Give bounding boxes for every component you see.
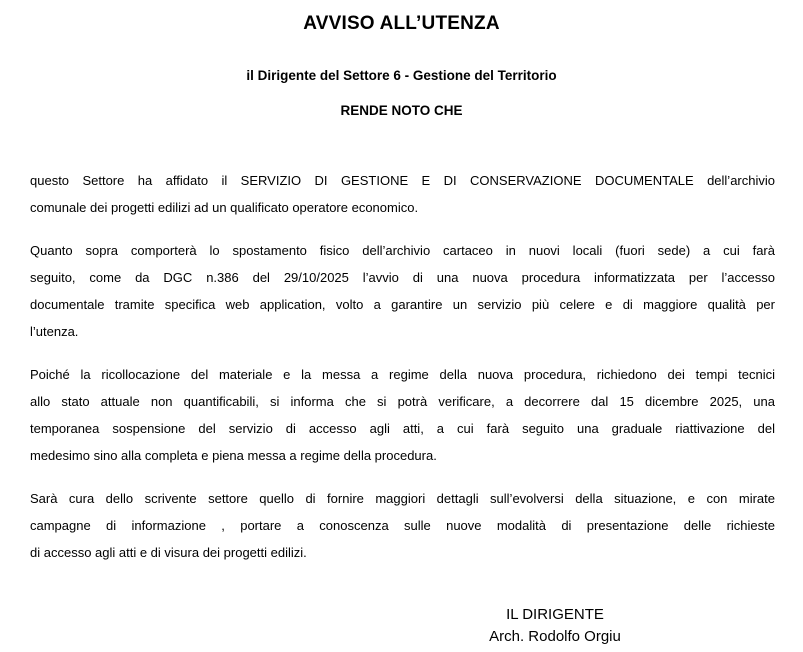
signature-name: Arch. Rodolfo Orgiu: [489, 628, 621, 645]
document-title: AVVISO ALL’UTENZA: [303, 13, 500, 34]
text-line: documentale tramite specifica web application, volto a garantire un servizio più celere e di maggiore qualità per: [30, 297, 775, 312]
paragraph-1: [30, 167, 775, 221]
text-line: temporanea sospensione del servizio di accesso agli atti, a cui farà seguito una graduale riattivazione del: [30, 421, 775, 436]
text-line: questo Settore ha affidato il SERVIZIO DI GESTIONE E DI CONSERVAZIONE DOCUMENTALE dell’archivio: [30, 173, 775, 188]
text-line: seguito, come da DGC n.386 del 29/10/2025 l’avvio di una nuova procedura informatizzata per l’accesso: [30, 270, 775, 285]
text-line: comunale dei progetti edilizi ad un qualificato operatore economico.: [30, 200, 419, 215]
text-line: l’utenza.: [30, 324, 79, 339]
text-line: di accesso agli atti e di visura dei progetti edilizi.: [30, 545, 307, 560]
text-line: medesimo sino alla completa e piena messa a regime della procedura.: [30, 448, 437, 463]
document-subtitle: il Dirigente del Settore 6 - Gestione del Territorio: [246, 68, 557, 83]
proclamation-line: RENDE NOTO CHE: [340, 103, 463, 118]
paragraph-2: [30, 237, 775, 345]
paragraph-4: [30, 485, 775, 566]
text-line: campagne di informazione , portare a conoscenza sulle nuove modalità di presentazione delle richieste: [30, 518, 775, 533]
text-line: Poiché la ricollocazione del materiale e la messa a regime della nuova procedura, richiedono dei tempi tecnici: [30, 367, 775, 382]
text-line: allo stato attuale non quantificabili, si informa che si potrà verificare, a decorrere dal 15 dicembre 2025, una: [30, 394, 775, 409]
signature-role: IL DIRIGENTE: [506, 606, 604, 623]
paragraph-3: [30, 361, 775, 469]
text-line: Quanto sopra comporterà lo spostamento fisico dell’archivio cartaceo in nuovi locali (fuori sede) a cui farà: [30, 243, 775, 258]
signature-block: [405, 604, 705, 648]
text-line: Sarà cura dello scrivente settore quello di fornire maggiori dettagli sull’evolversi della situazione, e con mirate: [30, 491, 775, 506]
document-body: [30, 167, 775, 566]
